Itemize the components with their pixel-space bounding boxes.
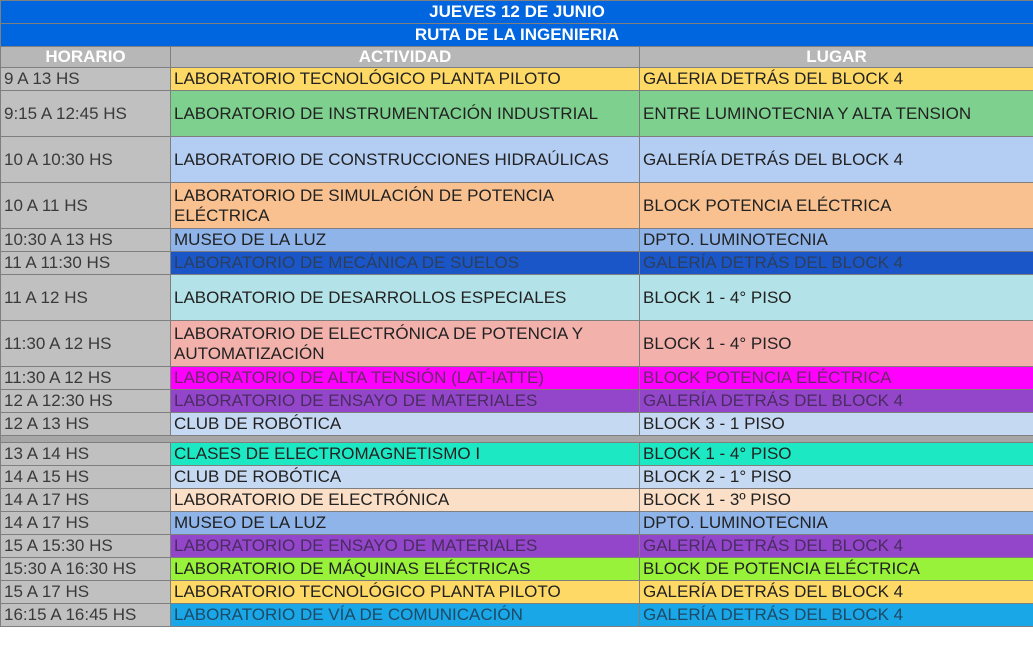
cell-actividad: MUSEO DE LA LUZ xyxy=(171,229,640,252)
header-row xyxy=(1,47,1033,68)
table-row xyxy=(1,512,1033,535)
cell-lugar: GALERÍA DETRÁS DEL BLOCK 4 xyxy=(640,604,1033,627)
cell-lugar: BLOCK 1 - 4° PISO xyxy=(640,443,1033,466)
header-lugar: LUGAR xyxy=(640,47,1033,68)
cell-horario: 9:15 A 12:45 HS xyxy=(1,91,171,137)
table-row xyxy=(1,367,1033,390)
page-subtitle: RUTA DE LA INGENIERIA xyxy=(1,24,1033,47)
cell-horario: 15:30 A 16:30 HS xyxy=(1,558,171,581)
cell-actividad: LABORATORIO DE CONSTRUCCIONES HIDRAÚLICAS xyxy=(171,137,640,183)
table-row xyxy=(1,137,1033,183)
schedule-body xyxy=(1,1,1033,627)
cell-horario: 15 A 15:30 HS xyxy=(1,535,171,558)
table-row xyxy=(1,275,1033,321)
cell-actividad: LABORATORIO TECNOLÓGICO PLANTA PILOTO xyxy=(171,68,640,91)
cell-actividad: LABORATORIO DE ALTA TENSIÓN (LAT-IATTE) xyxy=(171,367,640,390)
cell-horario: 14 A 15 HS xyxy=(1,466,171,489)
cell-actividad: LABORATORIO DE VÍA DE COMUNICACIÓN xyxy=(171,604,640,627)
header-actividad: ACTIVIDAD xyxy=(171,47,640,68)
cell-lugar: GALERÍA DETRÁS DEL BLOCK 4 xyxy=(640,390,1033,413)
cell-actividad: LABORATORIO DE ELECTRÓNICA xyxy=(171,489,640,512)
cell-horario: 11 A 11:30 HS xyxy=(1,252,171,275)
cell-horario: 11:30 A 12 HS xyxy=(1,321,171,367)
cell-lugar: DPTO. LUMINOTECNIA xyxy=(640,512,1033,535)
cell-horario: 16:15 A 16:45 HS xyxy=(1,604,171,627)
table-row xyxy=(1,229,1033,252)
cell-actividad: CLASES DE ELECTROMAGNETISMO I xyxy=(171,443,640,466)
cell-actividad: LABORATORIO TECNOLÓGICO PLANTA PILOTO xyxy=(171,581,640,604)
page-title: JUEVES 12 DE JUNIO xyxy=(1,1,1033,24)
cell-lugar: GALERÍA DETRÁS DEL BLOCK 4 xyxy=(640,137,1033,183)
cell-lugar: BLOCK POTENCIA ELÉCTRICA xyxy=(640,183,1033,229)
cell-horario: 9 A 13 HS xyxy=(1,68,171,91)
cell-horario: 11:30 A 12 HS xyxy=(1,367,171,390)
cell-actividad: LABORATORIO DE ELECTRÓNICA DE POTENCIA Y AUTOMATIZACIÓN xyxy=(171,321,640,367)
cell-lugar: GALERIA DETRÁS DEL BLOCK 4 xyxy=(640,68,1033,91)
table-row xyxy=(1,581,1033,604)
table-row xyxy=(1,68,1033,91)
cell-lugar: GALERÍA DETRÁS DEL BLOCK 4 xyxy=(640,535,1033,558)
cell-actividad: LABORATORIO DE INSTRUMENTACIÓN INDUSTRIAL xyxy=(171,91,640,137)
cell-actividad: CLUB DE ROBÓTICA xyxy=(171,466,640,489)
cell-horario: 10:30 A 13 HS xyxy=(1,229,171,252)
cell-lugar: BLOCK POTENCIA ELÉCTRICA xyxy=(640,367,1033,390)
cell-actividad: LABORATORIO DE ENSAYO DE MATERIALES xyxy=(171,390,640,413)
table-row xyxy=(1,558,1033,581)
cell-lugar: DPTO. LUMINOTECNIA xyxy=(640,229,1033,252)
subtitle-row xyxy=(1,24,1033,47)
cell-actividad: CLUB DE ROBÓTICA xyxy=(171,413,640,436)
table-row xyxy=(1,604,1033,627)
table-row xyxy=(1,466,1033,489)
cell-horario: 10 A 11 HS xyxy=(1,183,171,229)
cell-lugar: BLOCK 3 - 1 PISO xyxy=(640,413,1033,436)
cell-horario: 12 A 13 HS xyxy=(1,413,171,436)
table-row xyxy=(1,489,1033,512)
table-row xyxy=(1,443,1033,466)
cell-horario: 11 A 12 HS xyxy=(1,275,171,321)
cell-lugar: BLOCK 1 - 3º PISO xyxy=(640,489,1033,512)
cell-horario: 10 A 10:30 HS xyxy=(1,137,171,183)
cell-actividad: LABORATORIO DE SIMULACIÓN DE POTENCIA ELÉCTRICA xyxy=(171,183,640,229)
cell-actividad: MUSEO DE LA LUZ xyxy=(171,512,640,535)
cell-lugar: BLOCK 1 - 4° PISO xyxy=(640,275,1033,321)
cell-actividad: LABORATORIO DE ENSAYO DE MATERIALES xyxy=(171,535,640,558)
cell-horario: 12 A 12:30 HS xyxy=(1,390,171,413)
cell-horario: 14 A 17 HS xyxy=(1,512,171,535)
cell-lugar: BLOCK 2 - 1° PISO xyxy=(640,466,1033,489)
title-row xyxy=(1,1,1033,24)
cell-horario: 15 A 17 HS xyxy=(1,581,171,604)
cell-actividad: LABORATORIO DE DESARROLLOS ESPECIALES xyxy=(171,275,640,321)
table-row xyxy=(1,535,1033,558)
separator-cell xyxy=(1,436,1033,443)
separator-row xyxy=(1,436,1033,443)
table-row xyxy=(1,321,1033,367)
cell-actividad: LABORATORIO DE MÁQUINAS ELÉCTRICAS xyxy=(171,558,640,581)
table-row xyxy=(1,390,1033,413)
cell-actividad: LABORATORIO DE MECÁNICA DE SUELOS xyxy=(171,252,640,275)
cell-horario: 13 A 14 HS xyxy=(1,443,171,466)
cell-lugar: GALERÍA DETRÁS DEL BLOCK 4 xyxy=(640,581,1033,604)
table-row xyxy=(1,91,1033,137)
cell-lugar: ENTRE LUMINOTECNIA Y ALTA TENSION xyxy=(640,91,1033,137)
cell-lugar: BLOCK DE POTENCIA ELÉCTRICA xyxy=(640,558,1033,581)
table-row xyxy=(1,413,1033,436)
table-row xyxy=(1,252,1033,275)
table-row xyxy=(1,183,1033,229)
cell-lugar: GALERÍA DETRÁS DEL BLOCK 4 xyxy=(640,252,1033,275)
cell-horario: 14 A 17 HS xyxy=(1,489,171,512)
cell-lugar: BLOCK 1 - 4° PISO xyxy=(640,321,1033,367)
header-horario: HORARIO xyxy=(1,47,171,68)
